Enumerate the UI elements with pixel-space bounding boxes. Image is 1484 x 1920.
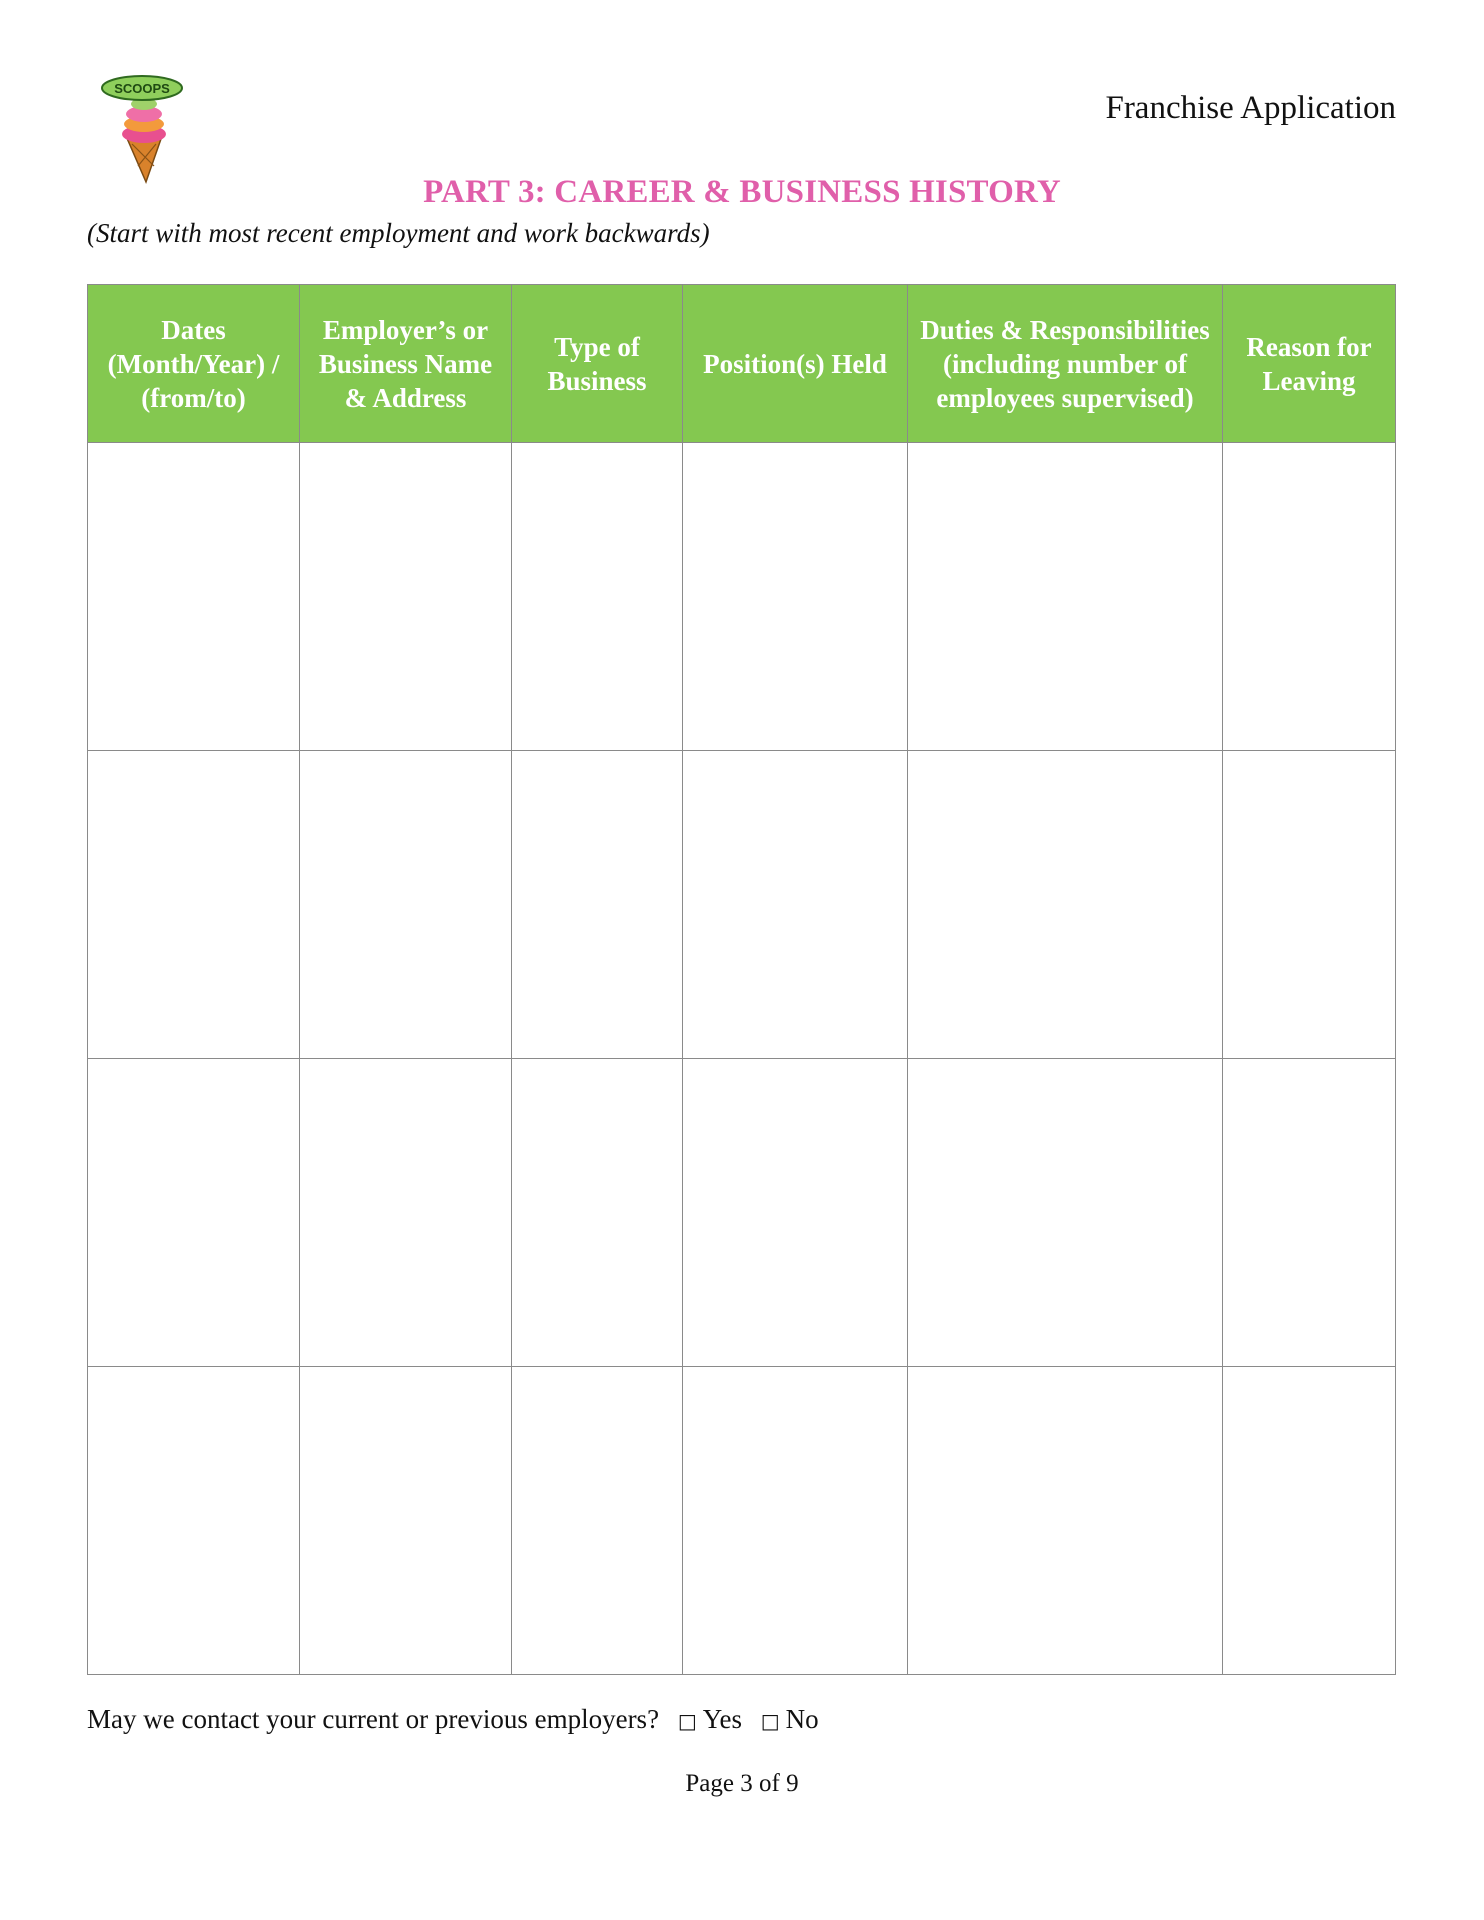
employer-cell[interactable] <box>300 751 512 1059</box>
employer-cell[interactable] <box>300 1059 512 1367</box>
career-history-table <box>87 284 1396 1675</box>
positions-cell[interactable] <box>683 443 908 751</box>
no-checkbox[interactable]: □ <box>760 1709 780 1733</box>
table-header-row <box>88 285 1396 443</box>
business-type-cell[interactable] <box>512 751 683 1059</box>
table-row <box>88 443 1396 751</box>
page-number: Page 3 of 9 <box>685 1770 799 1797</box>
no-label: No <box>785 1704 819 1734</box>
duties-cell[interactable] <box>908 1367 1223 1675</box>
column-header-duties: Duties & Responsibilities (including number of employees supervised) <box>908 285 1223 443</box>
duties-cell[interactable] <box>908 443 1223 751</box>
column-header-reason: Reason for Leaving <box>1223 285 1396 443</box>
duties-cell[interactable] <box>908 751 1223 1059</box>
table-row <box>88 751 1396 1059</box>
dates-cell[interactable] <box>88 1367 300 1675</box>
dates-cell[interactable] <box>88 443 300 751</box>
column-header-employer: Employer’s or Business Name & Address <box>300 285 512 443</box>
reason-cell[interactable] <box>1223 1367 1396 1675</box>
column-header-positions: Position(s) Held <box>683 285 908 443</box>
section-title: PART 3: CAREER & BUSINESS HISTORY <box>423 174 1061 210</box>
contact-question: May we contact your current or previous employers? <box>87 1704 660 1734</box>
table-row <box>88 1059 1396 1367</box>
reason-cell[interactable] <box>1223 443 1396 751</box>
business-type-cell[interactable] <box>512 1059 683 1367</box>
business-type-cell[interactable] <box>512 443 683 751</box>
reason-cell[interactable] <box>1223 751 1396 1059</box>
positions-cell[interactable] <box>683 751 908 1059</box>
employer-cell[interactable] <box>300 1367 512 1675</box>
document-title: Franchise Application <box>1105 90 1396 126</box>
yes-checkbox[interactable]: □ <box>677 1709 697 1733</box>
logo-text: SCOOPS <box>114 81 170 96</box>
column-header-business-type: Type of Business <box>512 285 683 443</box>
section-subtitle: (Start with most recent employment and work backwards) <box>87 218 710 248</box>
contact-permission-line <box>87 1704 819 1735</box>
reason-cell[interactable] <box>1223 1059 1396 1367</box>
dates-cell[interactable] <box>88 751 300 1059</box>
dates-cell[interactable] <box>88 1059 300 1367</box>
employer-cell[interactable] <box>300 443 512 751</box>
table-row <box>88 1367 1396 1675</box>
business-type-cell[interactable] <box>512 1367 683 1675</box>
yes-label: Yes <box>702 1704 743 1734</box>
positions-cell[interactable] <box>683 1059 908 1367</box>
positions-cell[interactable] <box>683 1367 908 1675</box>
scoops-logo <box>96 74 192 186</box>
duties-cell[interactable] <box>908 1059 1223 1367</box>
column-header-dates: Dates (Month/Year) / (from/to) <box>88 285 300 443</box>
